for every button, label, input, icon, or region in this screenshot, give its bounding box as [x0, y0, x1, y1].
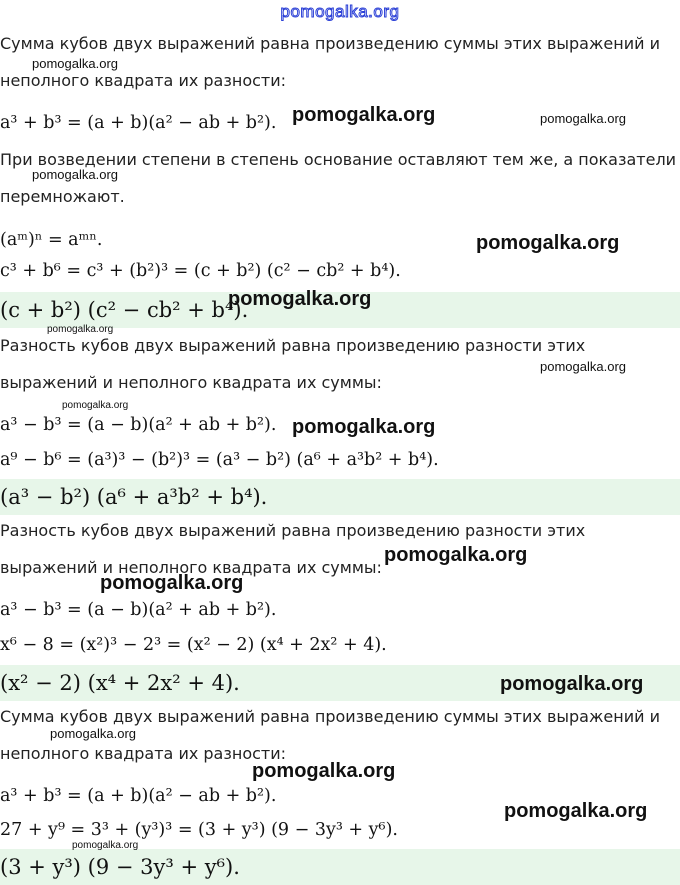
solution-step: c³ + b⁶ = c³ + (b²)³ = (c + b²) (c² − cb² + b⁴). — [0, 261, 401, 281]
rule-text: неполного квадрата их разности: — [0, 71, 287, 90]
watermark: pomogalka.org — [292, 416, 436, 438]
watermark: pomogalka.org — [47, 324, 114, 335]
answer: (3 + y³) (9 − 3y³ + y⁶). — [0, 855, 240, 879]
watermark: pomogalka.org — [252, 760, 396, 782]
watermark: pomogalka.org — [100, 572, 244, 594]
rule-text: выражений и неполного квадрата их суммы: — [0, 558, 382, 577]
rule-text: Сумма кубов двух выражений равна произведению суммы этих выражений и — [0, 707, 660, 726]
watermark: pomogalka.org — [72, 840, 139, 851]
watermark: pomogalka.org — [62, 400, 129, 411]
rule-text: неполного квадрата их разности: — [0, 744, 287, 763]
answer-box — [0, 849, 680, 885]
watermark: pomogalka.org — [384, 544, 528, 566]
watermark: pomogalka.org — [500, 673, 644, 695]
watermark: pomogalka.org — [292, 104, 436, 126]
solution-step: a⁹ − b⁶ = (a³)³ − (b²)³ = (a³ − b²) (a⁶ + a³b² + b⁴). — [0, 450, 439, 470]
watermark: pomogalka.org — [32, 56, 118, 71]
rule-text: Сумма кубов двух выражений равна произведению суммы этих выражений и — [0, 34, 660, 53]
rule-text: При возведении степени в степень основание оставляют тем же, а показатели — [0, 150, 677, 169]
watermark: pomogalka.org — [540, 111, 626, 126]
formula: a³ + b³ = (a + b)(a² − ab + b²). — [0, 113, 277, 133]
answer: (x² − 2) (x⁴ + 2x² + 4). — [0, 671, 240, 695]
answer: (a³ − b²) (a⁶ + a³b² + b⁴). — [0, 485, 268, 509]
watermark: pomogalka.org — [32, 167, 118, 182]
rule-text: Разность кубов двух выражений равна произведению разности этих — [0, 336, 586, 355]
formula: a³ − b³ = (a − b)(a² + ab + b²). — [0, 415, 277, 435]
formula: a³ − b³ = (a − b)(a² + ab + b²). — [0, 600, 277, 620]
site-logo[interactable]: pomogalka.org — [280, 2, 400, 21]
rule-text: перемножают. — [0, 187, 125, 206]
watermark: pomogalka.org — [228, 288, 372, 310]
rule-text: Разность кубов двух выражений равна произведению разности этих — [0, 521, 586, 540]
solution-step: 27 + y⁹ = 3³ + (y³)³ = (3 + y³) (9 − 3y³ + y⁶). — [0, 820, 398, 840]
formula: (aᵐ)ⁿ = aᵐⁿ. — [0, 230, 103, 250]
rule-text: выражений и неполного квадрата их суммы: — [0, 373, 382, 392]
watermark: pomogalka.org — [50, 726, 136, 741]
formula: a³ + b³ = (a + b)(a² − ab + b²). — [0, 786, 277, 806]
answer: (c + b²) (c² − cb² + b⁴). — [0, 298, 249, 322]
watermark: pomogalka.org — [504, 800, 648, 822]
watermark: pomogalka.org — [540, 359, 626, 374]
solution-step: x⁶ − 8 = (x²)³ − 2³ = (x² − 2) (x⁴ + 2x² + 4). — [0, 635, 387, 655]
watermark: pomogalka.org — [476, 232, 620, 254]
answer-box — [0, 479, 680, 515]
